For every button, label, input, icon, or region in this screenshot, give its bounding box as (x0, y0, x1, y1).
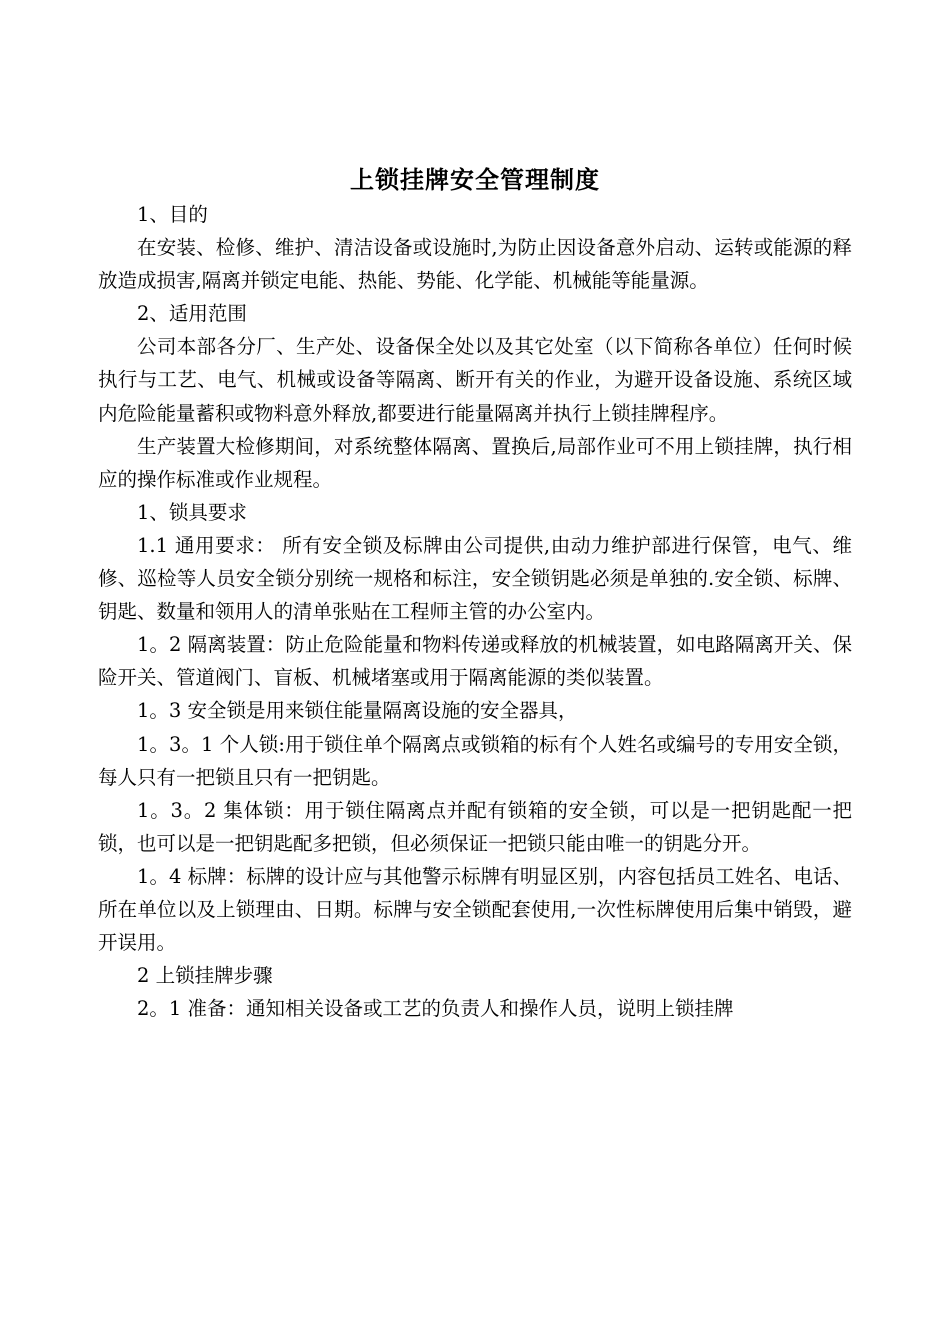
paragraph-safety-lock: 1。3 安全锁是用来锁住能量隔离设施的安全器具， (137, 699, 578, 723)
heading-lockout-steps: 2 上锁挂牌步骤 (137, 964, 273, 988)
document-body (98, 198, 852, 1025)
heading-scope: 2、适用范围 (137, 302, 247, 326)
paragraph-preparation: 2。1 准备：通知相关设备或工艺的负责人和操作人员，说明上锁挂牌 (137, 997, 734, 1021)
paragraph-group-lock: 1。3。2 集体锁：用于锁住隔离点并配有锁箱的安全锁，可以是一把钥匙配一把锁，也可以是一把钥匙配多把锁，但必须保证一把锁只能由唯一的钥匙分开。 (98, 798, 852, 855)
heading-purpose: 1、目的 (137, 203, 208, 226)
paragraph-tag: 1。4 标牌：标牌的设计应与其他警示标牌有明显区别，内容包括员工姓名、电话、所在单位以及上锁理由、日期。标牌与安全锁配套使用,一次性标牌使用后集中销毁，避开误用。 (98, 864, 852, 955)
paragraph-scope: 公司本部各分厂、生产处、设备保全处以及其它处室（以下简称各单位）任何时候执行与工艺、电气、机械或设备等隔离、断开有关的作业，为避开设备设施、系统区域内危险能量蓄积或物料意外释放,都要进行能量隔离并执行上锁挂牌程序。 (98, 335, 852, 425)
paragraph-general-requirements: 1.1 通用要求： 所有安全锁及标牌由公司提供,由动力维护部进行保管，电气、维修、巡检等人员安全锁分别统一规格和标注，安全锁钥匙必须是单独的.安全锁、标牌、钥匙、数量和领用人的清单张贴在工程师主管的办公室内。 (98, 533, 852, 624)
paragraph-purpose: 在安装、检修、维护、清洁设备或设施时,为防止因设备意外启动、运转或能源的释放造成损害,隔离并锁定电能、热能、势能、化学能、机械能等能量源。 (98, 236, 852, 293)
paragraph-personal-lock: 1。3。1 个人锁:用于锁住单个隔离点或锁箱的标有个人姓名或编号的专用安全锁，每人只有一把锁且只有一把钥匙。 (98, 732, 852, 789)
heading-lock-requirements: 1、锁具要求 (137, 500, 247, 524)
document-title: 上锁挂牌安全管理制度 (350, 165, 600, 194)
paragraph-overhaul: 生产装置大检修期间，对系统整体隔离、置换后,局部作业可不用上锁挂牌，执行相应的操作标准或作业规程。 (98, 434, 852, 491)
paragraph-isolation-device: 1。2 隔离装置：防止危险能量和物料传递或释放的机械装置，如电路隔离开关、保险开关、管道阀门、盲板、机械堵塞或用于隔离能源的类似装置。 (98, 633, 852, 690)
